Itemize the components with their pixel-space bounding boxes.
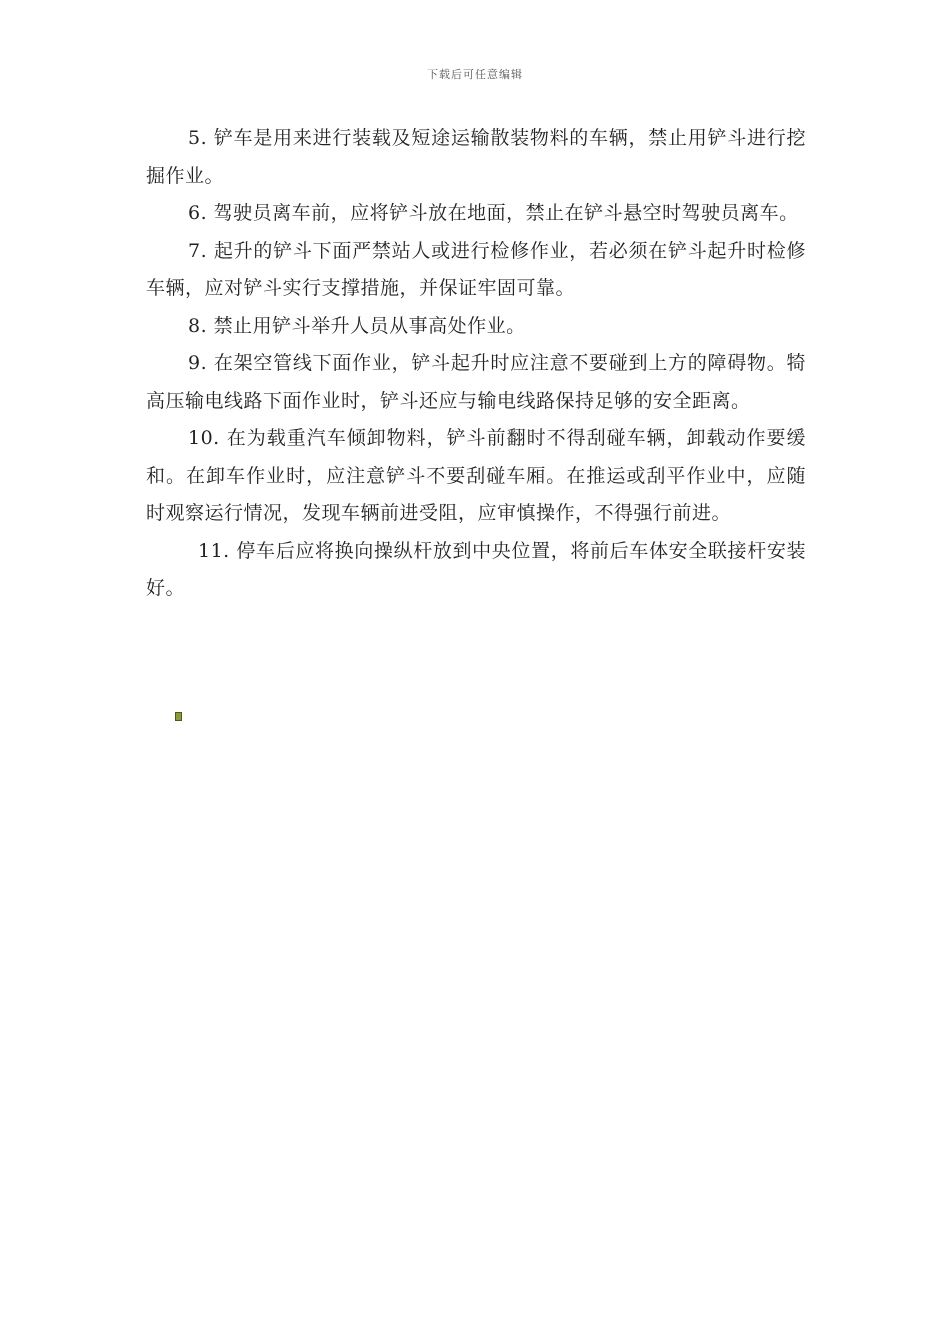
anchor-mark-icon [175, 712, 182, 721]
paragraph-8: 8. 禁止用铲斗举升人员从事高处作业。 [188, 314, 526, 337]
document-body [146, 120, 806, 608]
paragraph-11: 11. 停车后应将换向操纵杆放到中央位置，将前后车体安全联接杆安装好。 [146, 539, 806, 599]
paragraph-9: 9. 在架空管线下面作业，铲斗起升时应注意不要碰到上方的障碍物。犄高压输电线路下面作业时，铲斗还应与输电线路保持足够的安全距离。 [146, 352, 806, 412]
paragraph-7: 7. 起升的铲斗下面严禁站人或进行检修作业，若必须在铲斗起升时检修车辆，应对铲斗实行支撑措施，并保证牢固可靠。 [146, 239, 806, 299]
paragraph-6: 6. 驾驶员离车前，应将铲斗放在地面，禁止在铲斗悬空时驾驶员离车。 [188, 202, 799, 224]
page-header: 下载后可任意编辑 [427, 68, 523, 81]
paragraph-10: 10. 在为载重汽车倾卸物料，铲斗前翻时不得刮碰车辆，卸载动作要缓和。在卸车作业时，应注意铲斗不要刮碰车厢。在推运或刮平作业中，应随时观察运行情况，发现车辆前进受阻，应审慎操作，不得强行前进。 [146, 427, 806, 524]
paragraph-5: 5. 铲车是用来进行装载及短途运输散装物料的车辆，禁止用铲斗进行挖掘作业。 [146, 127, 806, 187]
